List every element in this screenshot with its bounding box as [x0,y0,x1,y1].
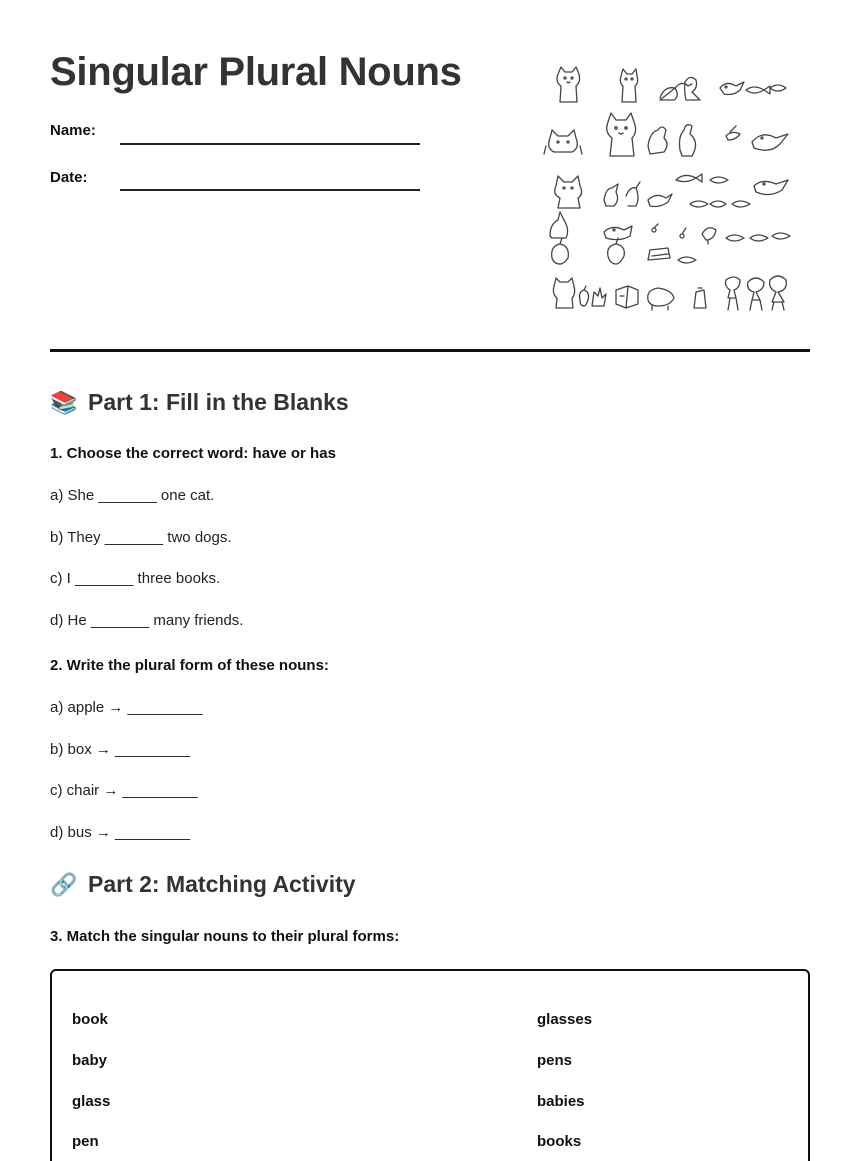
plural-word[interactable]: pens [537,1052,573,1069]
question-1-item-a[interactable]: a) She _______ one cat. [50,487,215,504]
singular-word[interactable]: pen [72,1133,99,1150]
question-2-item-b[interactable]: b) box → _________ [50,741,191,758]
part2-heading-text: Part 2: Matching Activity [88,871,356,897]
question-1-item-b[interactable]: b) They _______ two dogs. [50,529,232,546]
plural-word[interactable]: glasses [537,1011,593,1028]
question-2-prompt: 2. Write the plural form of these nouns: [50,657,329,674]
header-divider [50,349,810,352]
link-icon: 🔗 [50,871,78,897]
name-label: Name: [50,122,96,139]
plural-word[interactable]: books [537,1133,582,1150]
question-2-item-c[interactable]: c) chair → _________ [50,782,198,799]
part1-heading-text: Part 1: Fill in the Blanks [88,389,349,415]
singular-word[interactable]: glass [72,1093,111,1110]
matching-box [50,969,810,1161]
name-write-line[interactable] [120,143,420,145]
books-icon: 📚 [50,389,78,415]
date-label: Date: [50,169,88,186]
singular-word[interactable]: baby [72,1052,108,1069]
singular-word[interactable]: book [72,1011,108,1028]
question-3-prompt: 3. Match the singular nouns to their plural forms: [50,928,400,945]
plural-word[interactable]: babies [537,1093,585,1110]
part1-heading [50,389,349,416]
question-1-item-c[interactable]: c) I _______ three books. [50,570,221,587]
animals-and-objects-line-drawing-icon [540,60,800,320]
worksheet-title: Singular Plural Nouns [50,50,462,94]
part2-heading [50,871,356,898]
question-1-prompt: 1. Choose the correct word: have or has [50,445,336,462]
question-2-item-a[interactable]: a) apple → _________ [50,699,203,716]
date-write-line[interactable] [120,189,420,191]
question-2-item-d[interactable]: d) bus → _________ [50,824,191,841]
question-1-item-d[interactable]: d) He _______ many friends. [50,612,244,629]
